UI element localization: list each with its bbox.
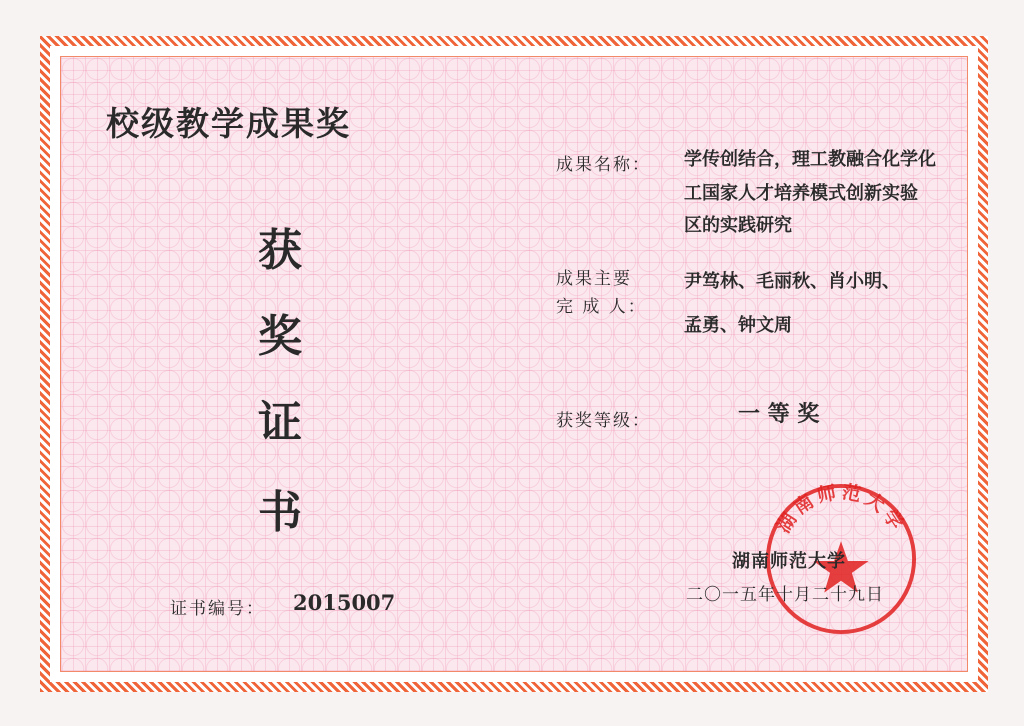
issue-date: 二〇一五年十月二十九日 [686,585,884,605]
contributors-label-line-1: 成果主要 [556,269,632,289]
award-level-value: 一 等 奖 [738,401,820,427]
big-title-char-1: 获 [258,225,302,276]
certificate-number-label: 证书编号： [170,599,265,619]
seal-text: 湖南师范大学 [773,481,909,537]
achievement-name-line-3: 区的实践研究 [684,215,792,236]
big-title-char-2: 奖 [258,311,302,362]
contributors-line-1: 尹笃林、毛丽秋、肖小明、 [684,271,900,292]
contributors-line-2: 孟勇、钟文周 [684,315,792,336]
achievement-name-label: 成果名称： [556,155,651,175]
svg-text:湖南师范大学 [772,480,911,537]
contributors-label-line-2: 完 成 人： [556,297,647,317]
issuer-name: 湖南师范大学 [732,551,846,572]
achievement-name-line-2: 工国家人才培养模式创新实验 [684,183,918,204]
certificate-number-value: 2015007 [293,590,396,615]
achievement-name-line-1: 学传创结合，理工教融合化学化 [684,149,936,170]
award-level-label: 获奖等级： [556,411,651,431]
big-title-char-4: 书 [258,487,302,538]
award-title: 校级教学成果奖 [106,104,351,143]
big-title-char-3: 证 [258,397,302,448]
